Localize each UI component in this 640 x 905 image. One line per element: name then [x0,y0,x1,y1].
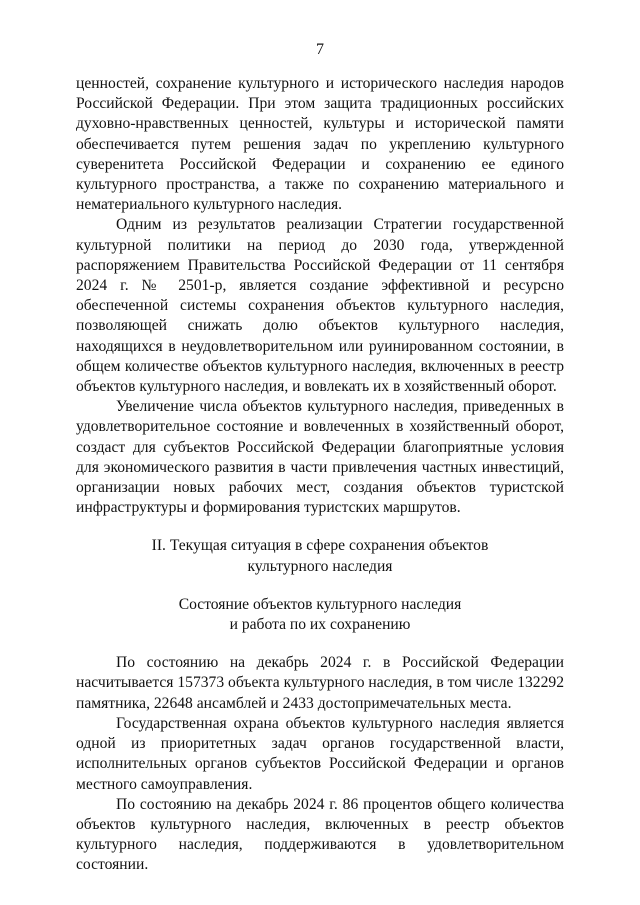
paragraph-statistics: По состоянию на декабрь 2024 г. в Российской Федерации насчитывается 157373 объекта культурного наследия, в том числе 132292 памятника, 22648 ансамблей и 2433 достопримечательных места. [76,654,564,712]
subsection-title-line-2: и работа по их сохранению [229,616,411,634]
section-title-line-1: II. Текущая ситуация в сфере сохранения объектов [151,537,489,555]
paragraph-state-protection: Государственная охрана объектов культурного наследия является одной из приоритетных задач органов государственной власти, исполнительных органов субъектов Российской Федерации и органов местного самоуправления. [76,714,564,793]
subsection-title-line-1: Состояние объектов культурного наследия [178,595,462,613]
section-heading [76,536,564,576]
paragraph-investment: Увеличение числа объектов культурного наследия, приведенных в удовлетворительное состояние и вовлеченных в хозяйственный оборот, создаст для субъектов Российской Федерации благоприятные условия для экономического развития в части привлечения частных инвестиций, организации новых рабочих мест, создания объектов туристской инфраструктуры и формирования туристских маршрутов. [76,398,564,517]
paragraph-continuation: ценностей, сохранение культурного и исторического наследия народов Российской Федерации. При этом защита традиционных российских духовно-нравственных ценностей, культуры и исторической памяти обеспечивается путем решения задач по укреплению культурного суверенитета Российской Федерации и сохранению ее единого культурного пространства, а также по сохранению материального и нематериального культурного наследия. [76,75,564,214]
page-number: 7 [316,41,324,58]
paragraph-strategy: Одним из результатов реализации Стратегии государственной культурной политики на период до 2030 года, утвержденной распоряжением Правительства Российской Федерации от 11 сентября 2024 г. № 2501-р, является создание эффективной и ресурсно обеспеченной системы сохранения объектов культурного наследия, позволяющей снижать долю объектов культурного наследия, находящихся в неудовлетворительном или руинированном состоянии, в общем количестве объектов культурного наследия, включенных в реестр объектов культурного наследия, и вовлекать их в хозяйственный оборот. [76,216,564,396]
document-body [76,74,564,876]
subsection-heading [76,595,564,635]
paragraph-condition-share: По состоянию на декабрь 2024 г. 86 процентов общего количества объектов культурного наследия, включенных в реестр объектов культурного наследия, поддерживаются в удовлетворительном состоянии. [76,795,564,874]
section-title-line-2: культурного наследия [247,557,393,575]
